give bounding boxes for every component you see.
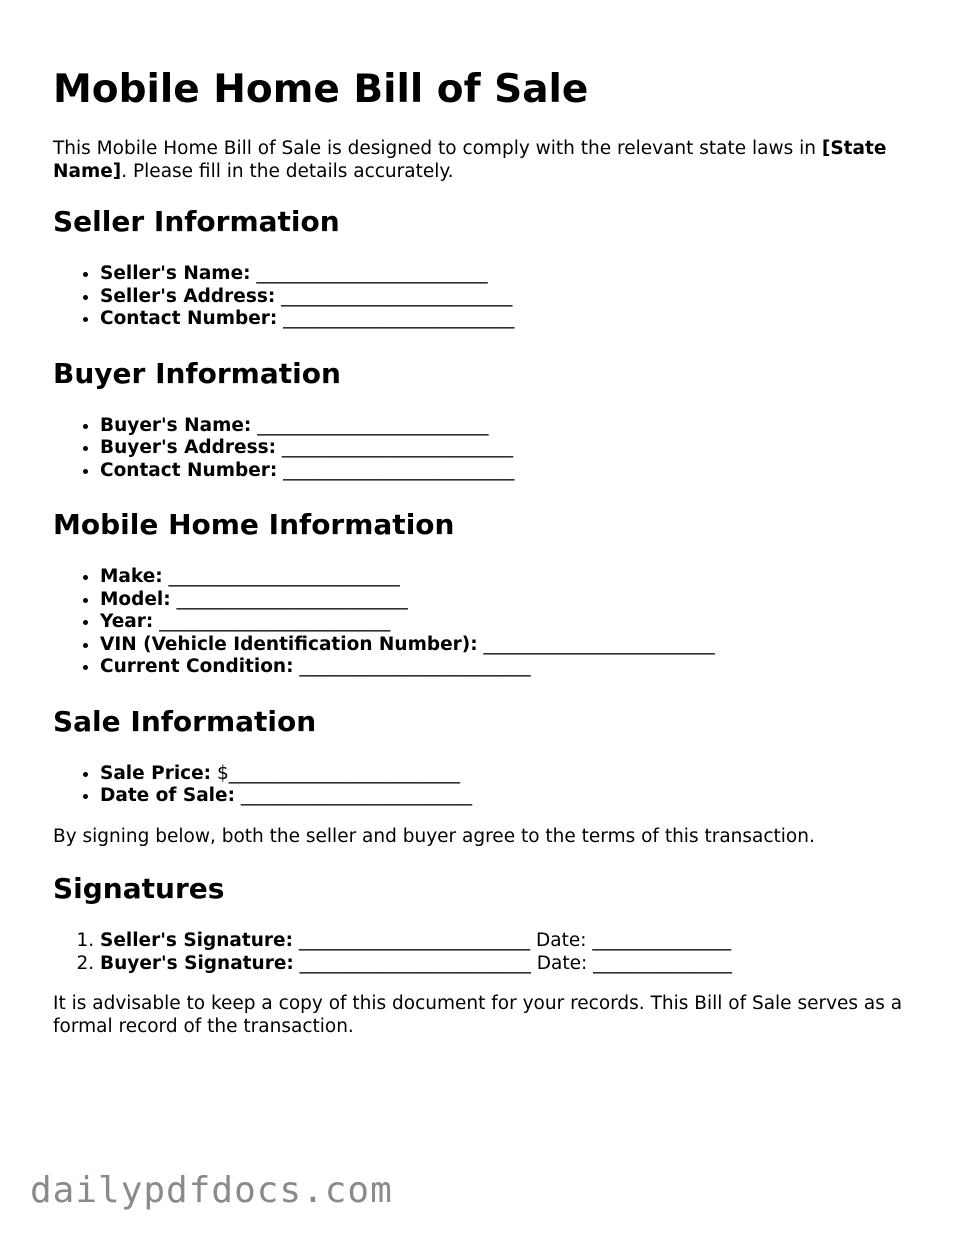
home-make-field xyxy=(100,566,903,589)
seller-contact-field xyxy=(100,308,903,331)
intro-text-before: This Mobile Home Bill of Sale is designed to comply with the relevant state laws in xyxy=(53,138,822,159)
field-blank: _________________________ xyxy=(159,611,391,632)
field-blank: _________________________ xyxy=(483,633,715,655)
signatures-list xyxy=(53,930,903,975)
field-label: Year: xyxy=(100,611,154,632)
field-blank: _________________________ xyxy=(281,437,514,458)
intro-text-after: . Please fill in the details accurately. xyxy=(121,160,454,182)
field-label: Contact Number: xyxy=(100,459,278,481)
sale-fields-list xyxy=(53,763,903,808)
home-vin-field xyxy=(100,634,903,657)
intro-paragraph xyxy=(53,138,903,183)
home-year-field xyxy=(100,611,903,634)
field-blank: _________________________ xyxy=(257,414,489,436)
sale-section-heading: Sale Information xyxy=(53,704,317,738)
field-label: Make: xyxy=(100,566,163,587)
buyer-signature-field xyxy=(100,953,903,976)
seller-fields-list xyxy=(53,263,903,331)
field-blank: _________________________ xyxy=(240,785,473,806)
field-label: Seller's Name: xyxy=(100,263,251,284)
signatures-section-heading: Signatures xyxy=(53,872,225,905)
buyer-section-heading: Buyer Information xyxy=(53,356,341,390)
field-label: Buyer's Address: xyxy=(100,437,277,458)
field-label: Date of Sale: xyxy=(100,785,235,806)
sale-price-field xyxy=(100,763,903,786)
field-label: Model: xyxy=(100,588,171,610)
seller-section-heading: Seller Information xyxy=(53,205,340,238)
sale-date-field xyxy=(100,785,903,808)
field-label: Contact Number: xyxy=(100,308,278,329)
field-blank: _________________________ xyxy=(283,308,515,329)
document-page xyxy=(53,66,903,1038)
field-blank: _________________________ xyxy=(283,459,515,481)
field-label: Sale Price: xyxy=(100,762,212,784)
buyer-contact-field xyxy=(100,460,903,483)
home-model-field xyxy=(100,589,903,612)
seller-signature-field xyxy=(100,930,903,953)
field-label: Seller's Address: xyxy=(100,285,276,307)
field-blank: _________________________ xyxy=(176,588,408,610)
state-name-placeholder: [State Name] xyxy=(53,138,887,182)
field-blank: _________________________ xyxy=(281,285,513,307)
field-label: Buyer's Signature: xyxy=(100,952,294,974)
field-label: Buyer's Name: xyxy=(100,414,252,436)
home-section-heading: Mobile Home Information xyxy=(53,508,455,541)
field-blank: _________________________ xyxy=(168,566,400,587)
field-label: Current Condition: xyxy=(100,656,294,677)
date-blank: _______________ xyxy=(593,952,732,974)
watermark: dailypdfdocs.com xyxy=(30,1170,393,1211)
field-label: Seller's Signature: xyxy=(100,930,293,951)
closing-paragraph: It is advisable to keep a copy of this document for your records. This Bill of Sale serves as a formal record of the transaction. xyxy=(53,993,903,1037)
field-label: VIN (Vehicle Identification Number): xyxy=(100,633,478,655)
field-blank: _________________________ xyxy=(299,656,531,677)
seller-address-field xyxy=(100,286,903,309)
buyer-name-field xyxy=(100,415,903,438)
home-fields-list xyxy=(53,566,903,679)
document-title: Mobile Home Bill of Sale xyxy=(53,67,589,112)
date-label: Date: xyxy=(536,952,588,974)
agreement-paragraph: By signing below, both the seller and buyer agree to the terms of this transaction. xyxy=(53,825,815,847)
seller-name-field xyxy=(100,263,903,286)
signature-blank: _________________________ xyxy=(299,952,531,974)
buyer-address-field xyxy=(100,437,903,460)
field-blank: _________________________ xyxy=(256,263,488,284)
date-label: Date: xyxy=(536,930,587,951)
buyer-fields-list xyxy=(53,415,903,483)
signature-blank: _________________________ xyxy=(298,930,531,951)
home-condition-field xyxy=(100,656,903,679)
field-blank: $_________________________ xyxy=(216,762,460,784)
date-blank: _______________ xyxy=(592,930,732,951)
